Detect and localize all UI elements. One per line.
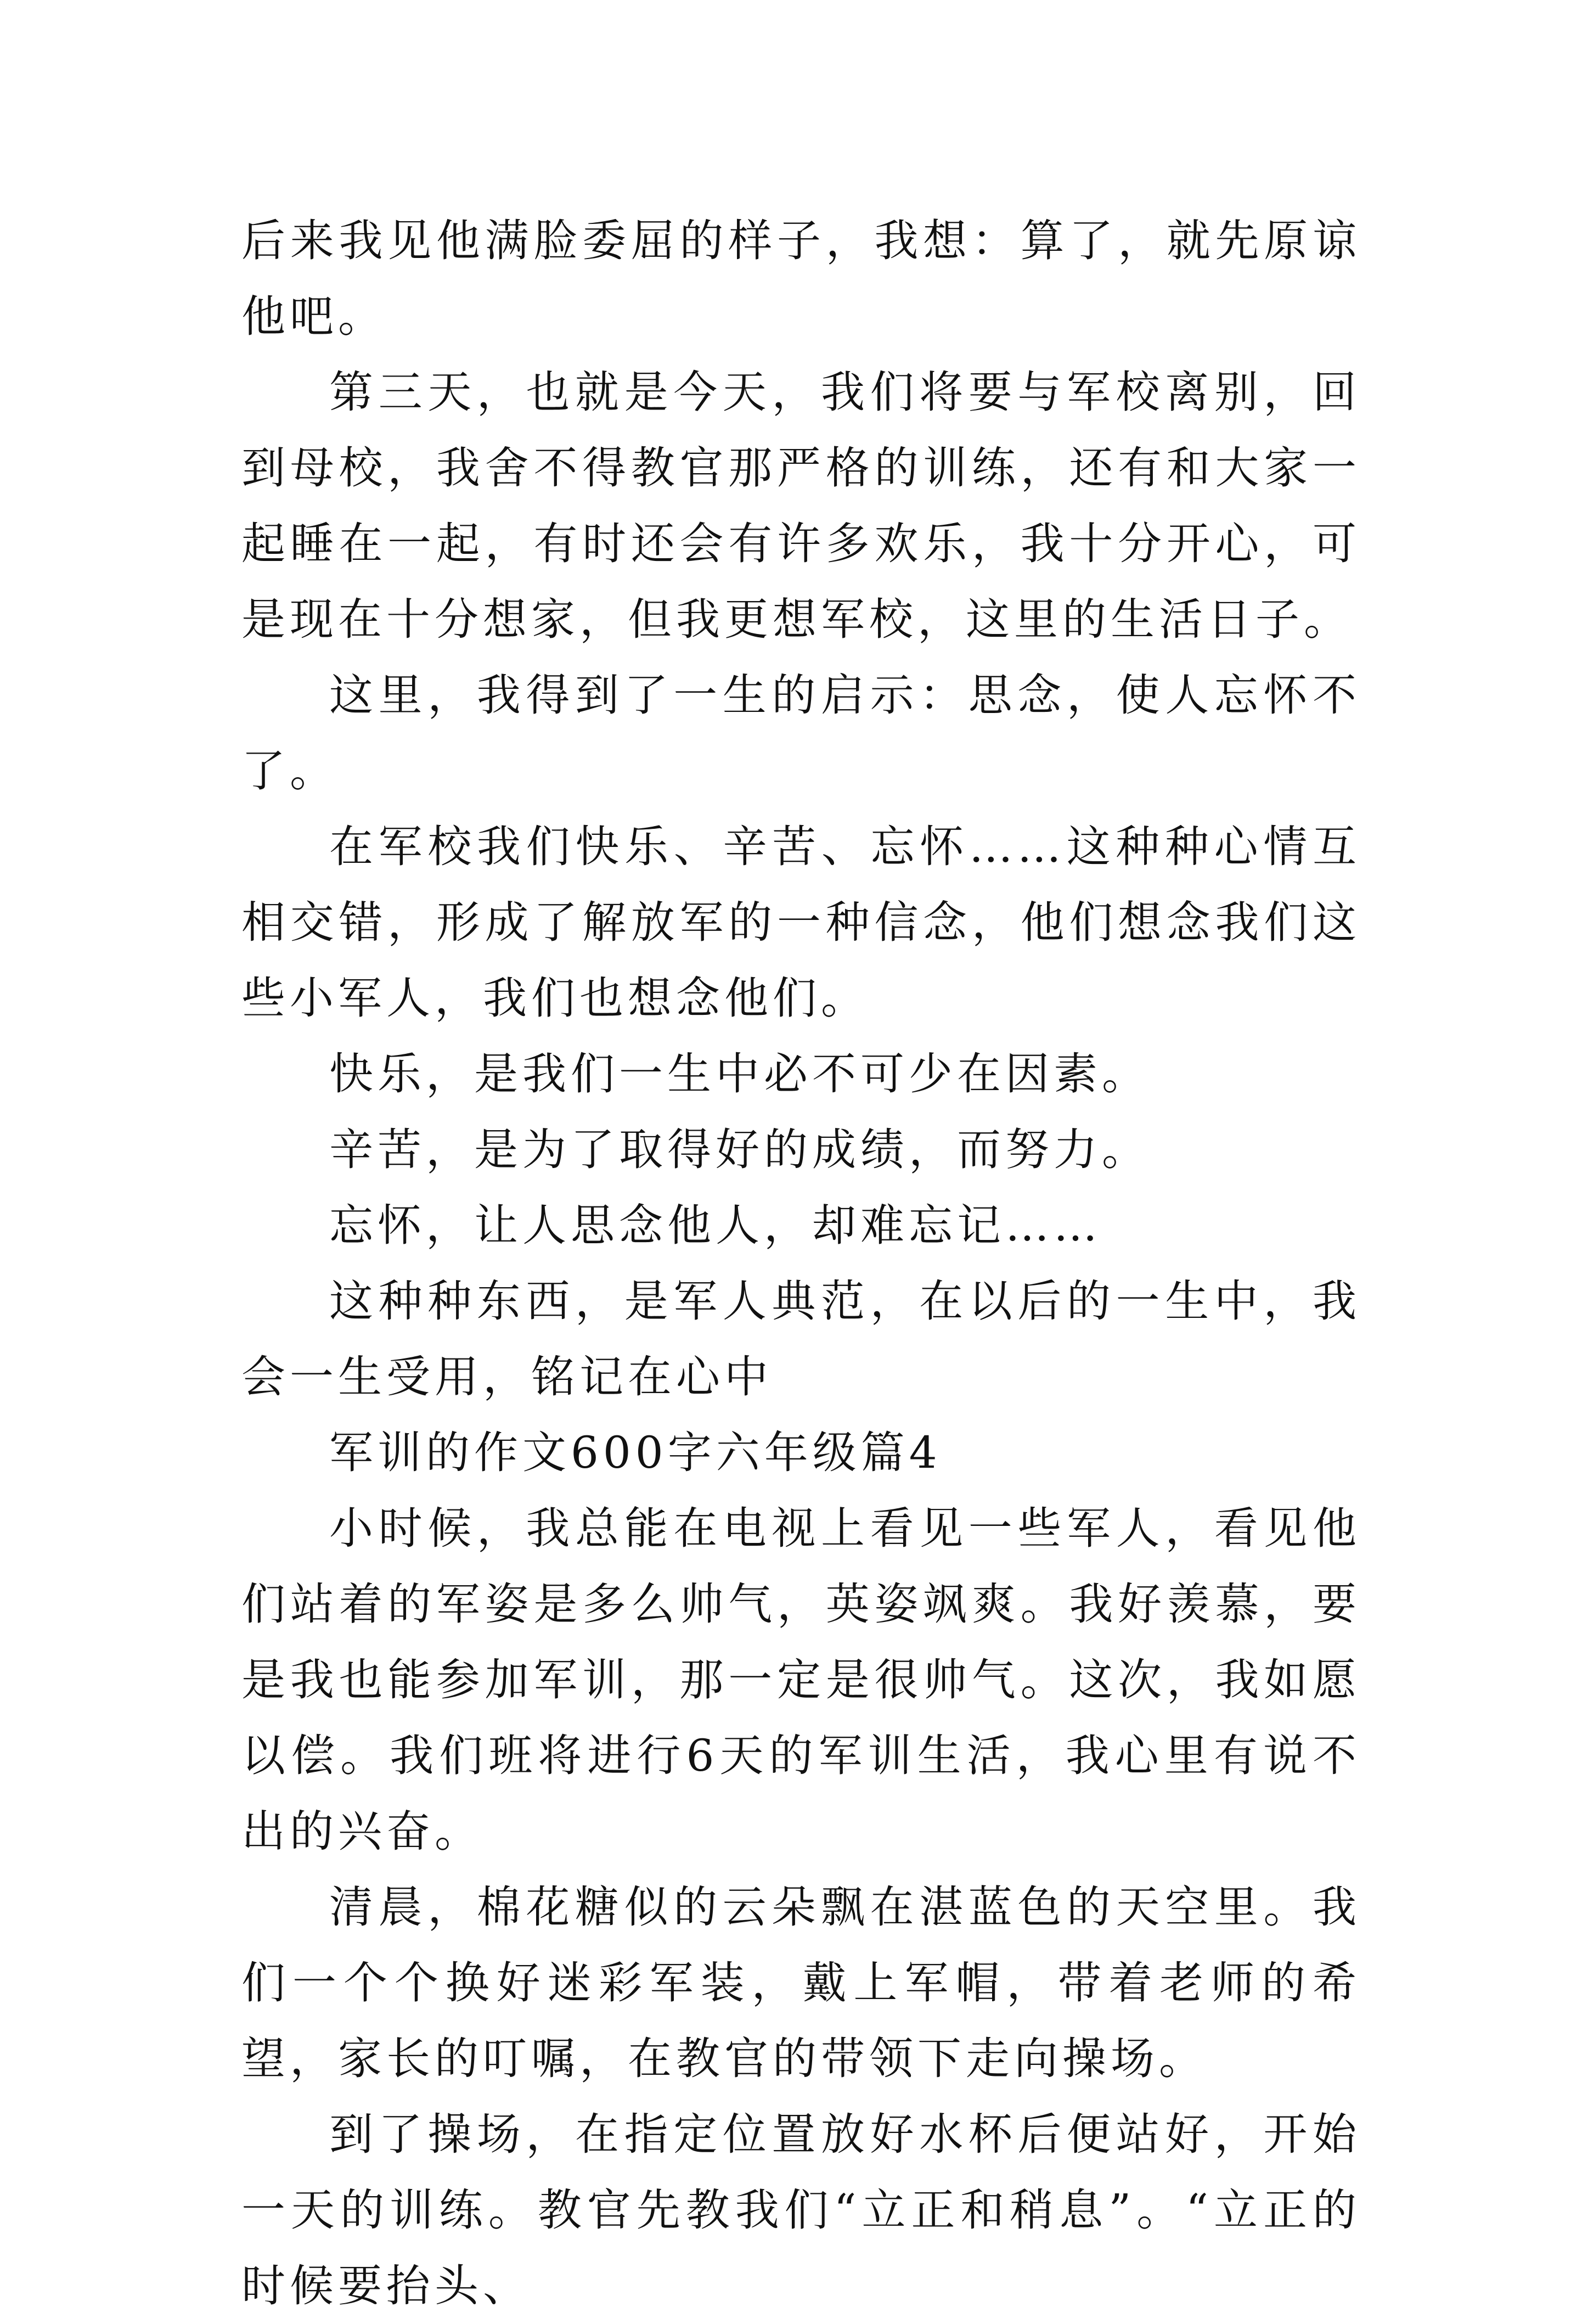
paragraph-5: 快乐，是我们一生中必不可少在因素。 bbox=[329, 1048, 1150, 1099]
document-body bbox=[241, 203, 1361, 2324]
paragraph-9: 小时候，我总能在电视上看见一些军人，看见他们站着的军姿是多么帅气，英姿飒爽。我好羡慕，要是我也能参加军训，那一定是很帅气。这次，我如愿以偿。我们班将进行6天的军训生活，我心里有说不出的兴奋。 bbox=[241, 1503, 1361, 1857]
paragraph-11: 到了操场，在指定位置放好水杯后便站好，开始一天的训练。教官先教我们“立正和稍息”。“立正的时候要抬头、 bbox=[241, 2109, 1361, 2311]
section-heading: 军训的作文600字六年级篇4 bbox=[329, 1427, 942, 1478]
paragraph-8: 这种种东西，是军人典范，在以后的一生中，我会一生受用，铭记在心中 bbox=[241, 1276, 1361, 1402]
paragraph-4: 在军校我们快乐、辛苦、忘怀……这种种心情互相交错，形成了解放军的一种信念，他们想念我们这些小军人，我们也想念他们。 bbox=[241, 821, 1361, 1024]
paragraph-6: 辛苦，是为了取得好的成绩，而努力。 bbox=[329, 1124, 1150, 1175]
paragraph-3: 这里，我得到了一生的启示：思念，使人忘怀不了。 bbox=[241, 670, 1361, 796]
paragraph-7: 忘怀，让人思念他人，却难忘记…… bbox=[329, 1200, 1102, 1251]
paragraph-10: 清晨，棉花糖似的云朵飘在湛蓝色的天空里。我们一个个换好迷彩军装，戴上军帽，带着老师的希望，家长的叮嘱，在教官的带领下走向操场。 bbox=[241, 1882, 1361, 2084]
paragraph-1: 后来我见他满脸委屈的样子，我想：算了，就先原谅他吧。 bbox=[241, 215, 1361, 342]
paragraph-2: 第三天，也就是今天，我们将要与军校离别，回到母校，我舍不得教官那严格的训练，还有和大家一起睡在一起，有时还会有许多欢乐，我十分开心，可是现在十分想家，但我更想军校，这里的生活日子。 bbox=[241, 367, 1361, 645]
